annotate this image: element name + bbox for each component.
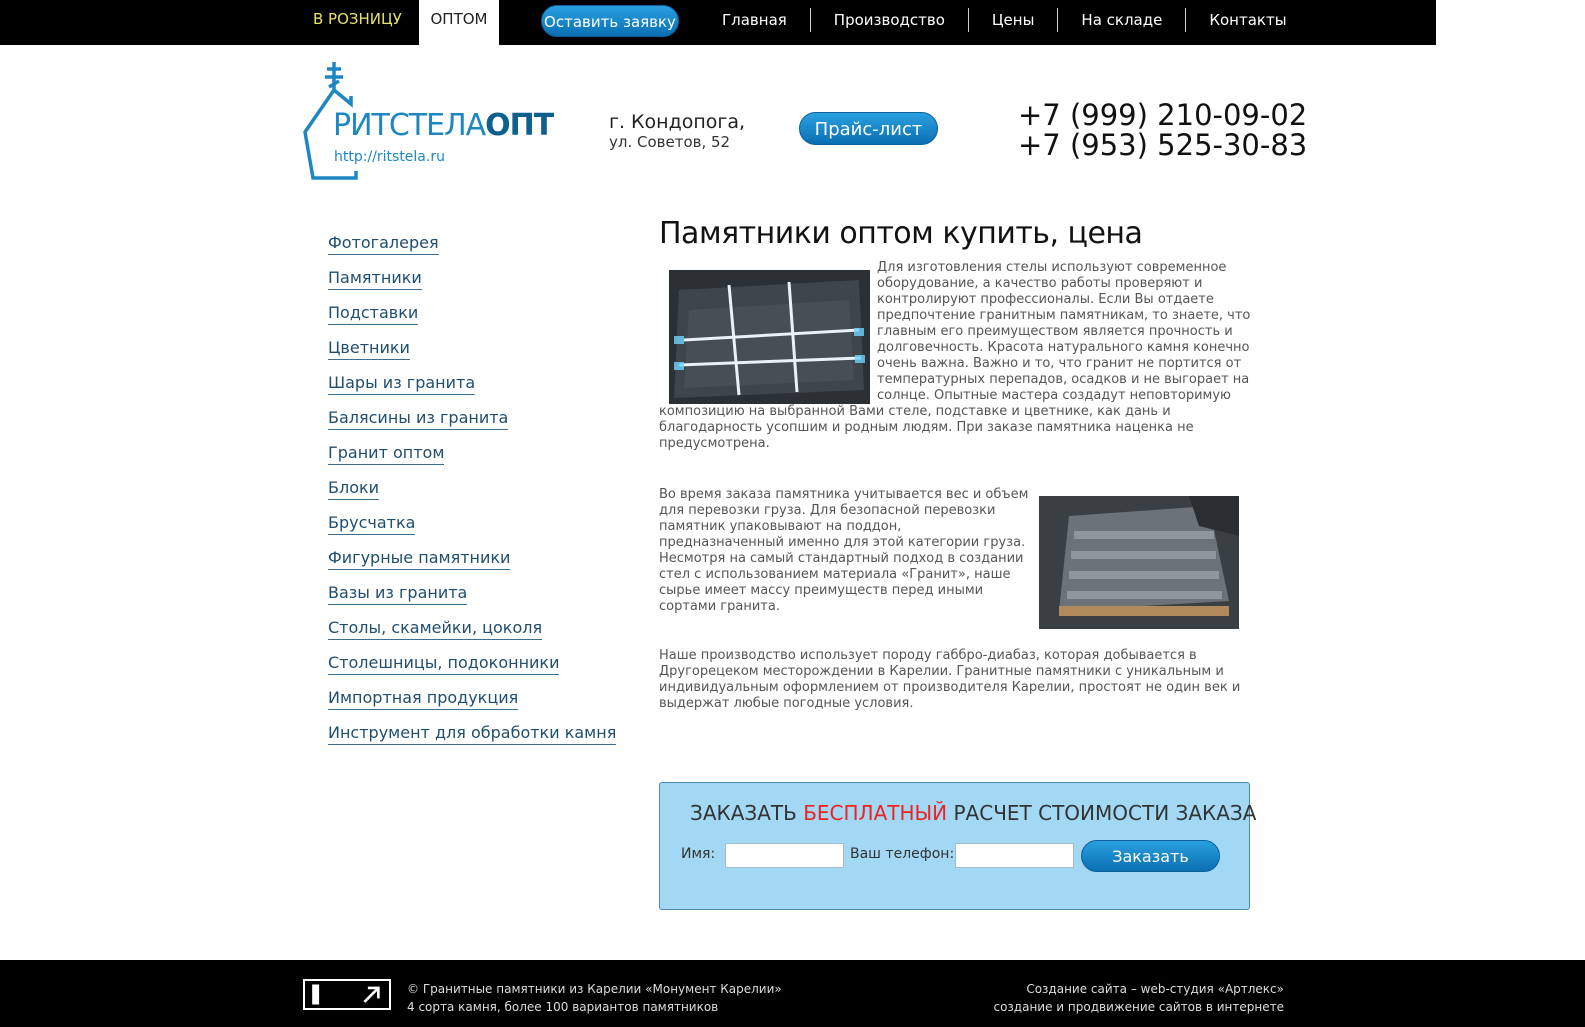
granite-slabs-photo xyxy=(669,270,870,404)
phone-input[interactable] xyxy=(955,843,1074,868)
main-nav xyxy=(705,8,1310,32)
sidebar-item-gallery[interactable]: Фотогалерея xyxy=(328,233,439,255)
sidebar-item-granite-wholesale[interactable]: Гранит оптом xyxy=(328,443,444,465)
retail-link[interactable]: В РОЗНИЦУ xyxy=(313,10,402,28)
paragraph-2: Во время заказа памятника учитывается вес и объем для перевозки груза. Для безопасной перевозки памятник упаковывают на поддон, предназначенный именно для этой категории груза. Несмотря на самый стандартный подход в создании стел с использованием материала «Гранит», наше сырье имеет массу преимуществ перед иными сортами гранита. xyxy=(659,487,1029,614)
order-title: ЗАКАЗАТЬ БЕСПЛАТНЫЙ РАСЧЕТ СТОИМОСТИ ЗАКАЗА xyxy=(690,801,1257,825)
address-city: г. Кондопога, xyxy=(609,111,746,133)
sidebar-item-tools[interactable]: Инструмент для обработки камня xyxy=(328,723,616,745)
phone-label: Ваш телефон: xyxy=(850,846,955,862)
order-form xyxy=(659,782,1257,910)
sidebar-item-stands[interactable]: Подставки xyxy=(328,303,418,325)
sidebar-item-paving[interactable]: Брусчатка xyxy=(328,513,415,535)
sidebar-item-monuments[interactable]: Памятники xyxy=(328,268,422,290)
nav-home[interactable]: Главная xyxy=(722,11,787,29)
sidebar-item-vases[interactable]: Вазы из гранита xyxy=(328,583,467,605)
logo-url[interactable]: http://ritstela.ru xyxy=(334,149,445,165)
sidebar-menu xyxy=(328,233,628,758)
name-label: Имя: xyxy=(681,846,716,862)
paragraph-1: Для изготовления стелы используют современное оборудование, а качество работы проверяют и контролируют профессионалы. Если Вы отдаете предпочтение гранитным памятникам, то знаете, что главным его преимуществом является прочность и долговечность. Красота натурального камня конечно очень важна. Важно и то, что гранит не портится от температурных перепадов, осадков и не выгорает на солнце. Опытные мастера создадут неповторимую композицию на выбранной Вами стеле, подставке и цветнике, как дань и благодарность усопшим и родным людям. При заказе памятника наценка не предусмотрена. xyxy=(659,260,1251,451)
sidebar-item-balusters[interactable]: Балясины из гранита xyxy=(328,408,508,430)
sidebar-item-flowerbeds[interactable]: Цветники xyxy=(328,338,410,360)
footer xyxy=(0,960,1585,1027)
nav-in-stock[interactable]: На складе xyxy=(1057,8,1185,32)
nav-contacts[interactable]: Контакты xyxy=(1185,8,1309,32)
name-input[interactable] xyxy=(725,843,844,868)
top-bar xyxy=(0,0,1436,45)
logo-text[interactable]: РИТСТЕЛАОПТ xyxy=(333,108,554,143)
wholesale-link[interactable]: ОПТОМ xyxy=(419,0,499,45)
request-button[interactable]: Оставить заявку xyxy=(541,5,679,37)
packed-slabs-photo xyxy=(1039,496,1239,629)
footer-copyright: © Гранитные памятники из Карелии «Монумент Карелии» 4 сорта камня, более 100 вариантов памятников xyxy=(407,982,782,1014)
counter-badge-icon[interactable] xyxy=(303,979,391,1010)
studio-link[interactable]: Артлекс xyxy=(1224,982,1277,996)
paragraph-3: Наше производство использует породу габбро-диабаз, которая добывается в Другорецеком месторождении в Карелии. Гранитные памятники с уникальным и индивидуальным оформлением от производителя Карелии, простоят не один век и выдержат любые погодные условия. xyxy=(659,648,1241,711)
order-submit-button[interactable]: Заказать xyxy=(1081,840,1220,872)
nav-prices[interactable]: Цены xyxy=(968,8,1058,32)
phone-1[interactable]: +7 (999) 210-09-02 xyxy=(1018,98,1308,132)
sidebar-item-imports[interactable]: Импортная продукция xyxy=(328,688,518,710)
phone-2[interactable]: +7 (953) 525-30-83 xyxy=(1018,128,1308,162)
address-street: ул. Советов, 52 xyxy=(609,133,731,151)
price-list-button[interactable]: Прайс-лист xyxy=(799,112,938,145)
phones xyxy=(1018,100,1307,160)
sidebar-item-blocks[interactable]: Блоки xyxy=(328,478,379,500)
page-title: Памятники оптом купить, цена xyxy=(659,216,1143,251)
sidebar-item-countertops[interactable]: Столешницы, подоконники xyxy=(328,653,559,675)
sidebar-item-tables[interactable]: Столы, скамейки, цоколя xyxy=(328,618,542,640)
sidebar-item-figured[interactable]: Фигурные памятники xyxy=(328,548,510,570)
nav-production[interactable]: Производство xyxy=(810,8,968,32)
sidebar-item-granite-balls[interactable]: Шары из гранита xyxy=(328,373,475,395)
footer-studio: Создание сайта – web-студия «Артлекс» создание и продвижение сайтов в интернете xyxy=(993,982,1284,1014)
